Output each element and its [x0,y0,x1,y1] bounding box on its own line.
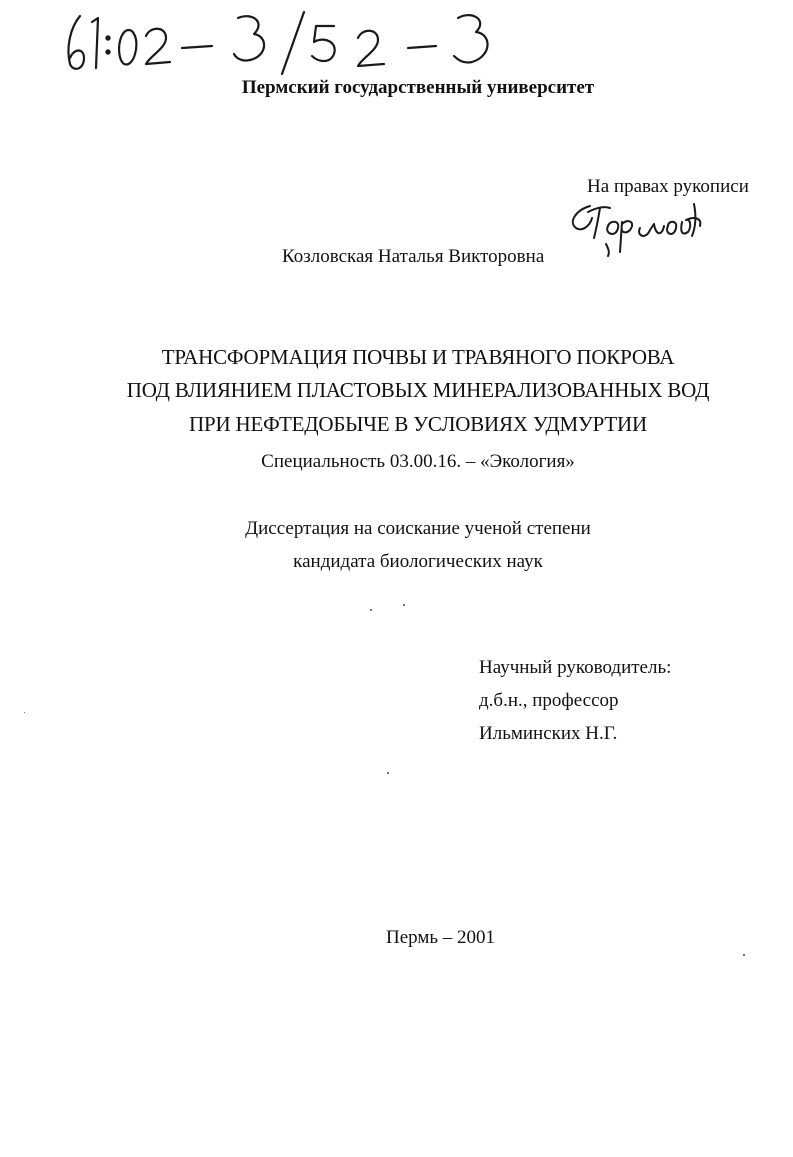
author-name: Козловская Наталья Викторовна [282,246,545,267]
handwritten-catalog-code [62,8,502,78]
thesis-title-line-3: ПРИ НЕФТЕДОБЫЧЕ В УСЛОВИЯХ УДМУРТИИ [189,412,647,436]
scan-speck [370,609,372,611]
university-name: Пермский государственный университет [241,77,595,98]
specialty-line: Специальность 03.00.16. – «Экология» [261,451,575,472]
scan-speck [387,772,389,774]
degree-line-2: кандидата биологических наук [293,551,543,572]
scan-speck [403,604,405,606]
rights-note: На правах рукописи [587,176,749,197]
thesis-title-line-1: ТРАНСФОРМАЦИЯ ПОЧВЫ И ТРАВЯНОГО ПОКРОВА [161,345,675,369]
thesis-title-line-2: ПОД ВЛИЯНИЕМ ПЛАСТОВЫХ МИНЕРАЛИЗОВАННЫХ ВОД [126,378,710,402]
author-signature [562,192,712,260]
degree-line-1: Диссертация на соискание ученой степени [245,518,591,539]
supervisor-name: Ильминских Н.Г. [479,723,618,744]
supervisor-degree: д.б.н., профессор [479,690,619,711]
scan-speck [24,712,25,713]
place-year: Пермь – 2001 [386,927,496,948]
supervisor-label: Научный руководитель: [479,657,672,678]
scan-speck [743,954,745,956]
